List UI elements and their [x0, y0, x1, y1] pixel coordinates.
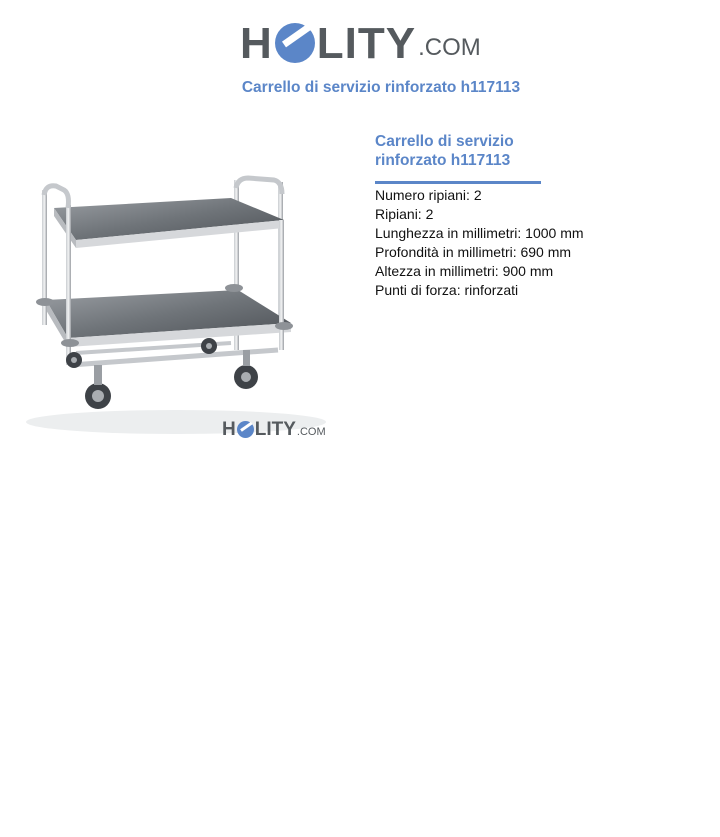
spec-item: Ripiani: 2 [375, 206, 434, 222]
spec-item: Altezza in millimetri: 900 mm [375, 263, 554, 279]
spec-item: Punti di forza: rinforzati [375, 282, 519, 298]
page-title: Carrello di servizio rinforzato h117113 [241, 79, 521, 96]
site-logo[interactable] [240, 16, 481, 66]
spec-item: Profondità in millimetri: 690 mm [375, 244, 572, 260]
spec-item: Numero ripiani: 2 [375, 187, 482, 203]
watermark-o-icon [237, 421, 254, 438]
product-title: Carrello di servizio rinforzato h117113 [375, 133, 514, 169]
image-watermark: H LITY .COM [222, 419, 326, 440]
logo-text: H [240, 19, 273, 68]
logo-text-rest: LITY [316, 19, 417, 68]
product-image [16, 160, 346, 445]
title-divider [375, 181, 541, 184]
logo-domain: .COM [418, 34, 481, 61]
spec-list [375, 186, 584, 300]
logo-o-icon [275, 23, 315, 63]
spec-item: Lunghezza in millimetri: 1000 mm [375, 225, 584, 241]
